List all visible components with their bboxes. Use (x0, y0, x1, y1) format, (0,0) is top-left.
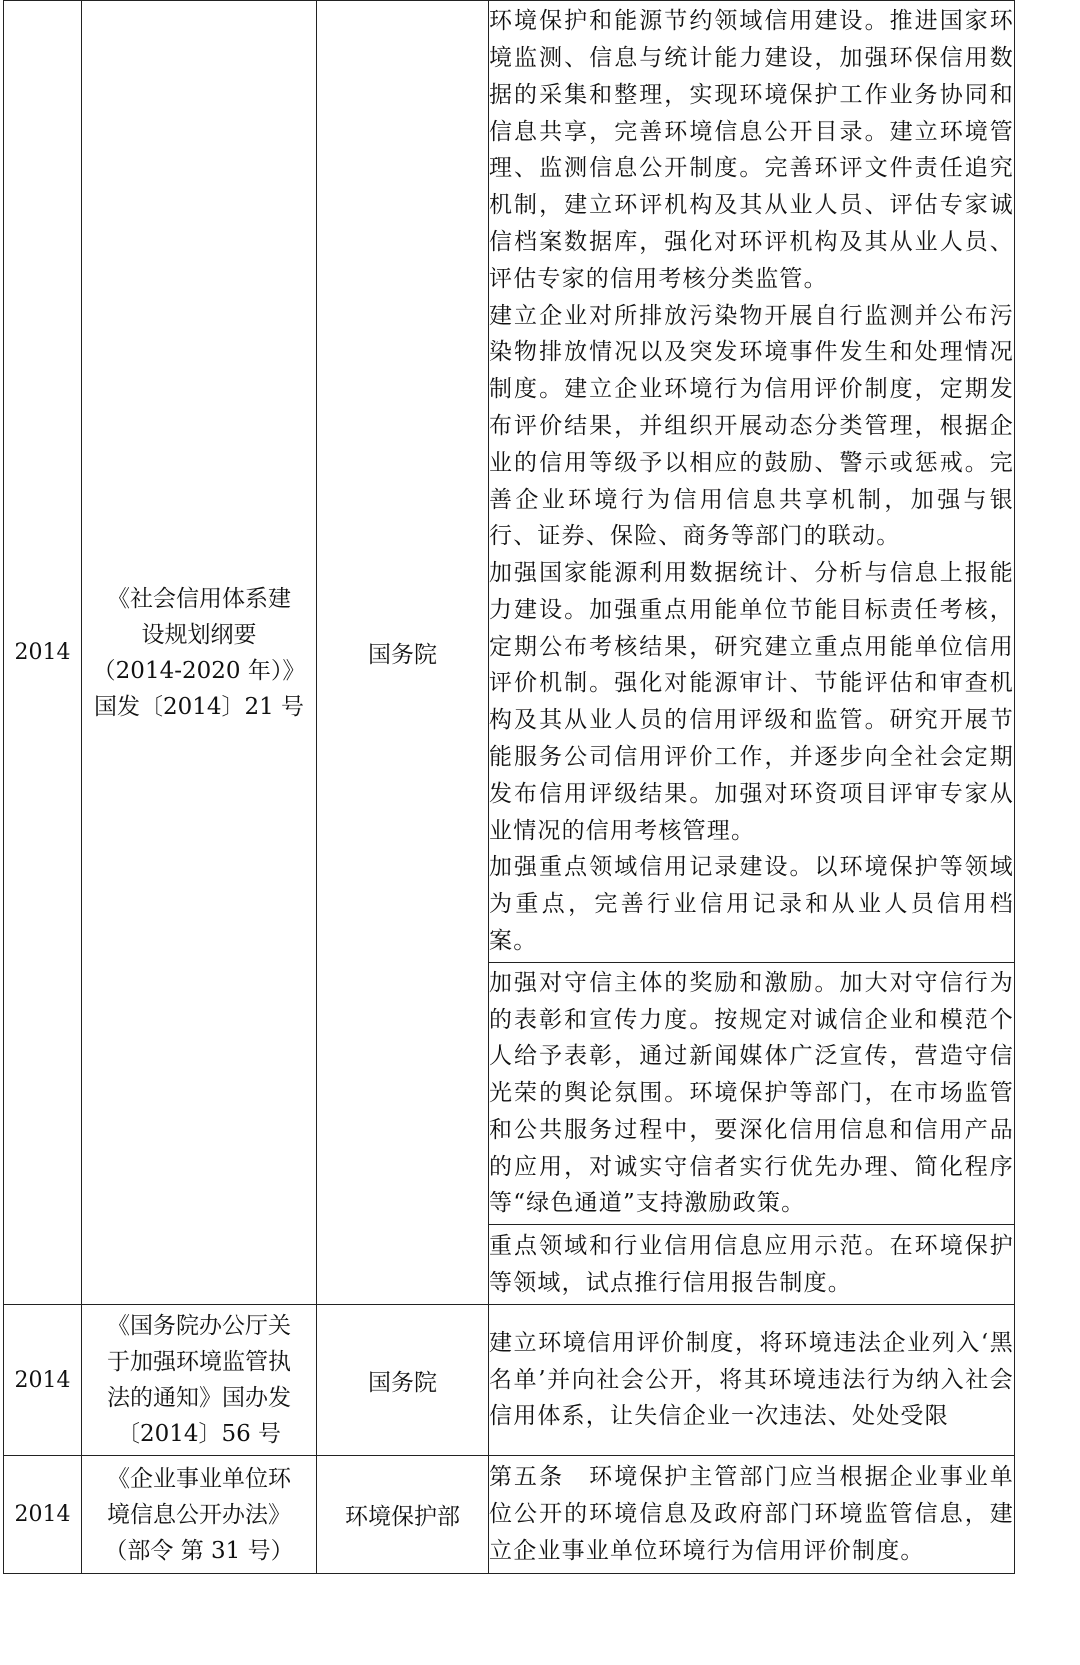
issuer-cell: 环境保护部 (317, 1456, 489, 1574)
document-line: （2014-2020 年）》 (92, 657, 306, 684)
document-line: 境信息公开办法》 (107, 1501, 291, 1528)
table-row (4, 1456, 1015, 1574)
year-cell: 2014 (4, 1456, 82, 1574)
content-cell (489, 1305, 1015, 1456)
content-paragraph: 环境保护和能源节约领域信用建设。推进国家环境监测、信息与统计能力建设，加强环保信用数据的采集和整理，实现环境保护工作业务协同和信息共享，完善环境信息公开目录。建立环境管理、监测信息公开制度。完善环评文件责任追究机制，建立环评机构及其从业人员、评估专家诚信档案数据库，强化对环评机构及其从业人员、评估专家的信用考核分类监管。 (489, 8, 1014, 292)
document-cell (82, 1305, 317, 1456)
content-paragraph: 加强国家能源利用数据统计、分析与信息上报能力建设。加强重点用能单位节能目标责任考核，定期公布考核结果，研究建立重点用能单位信用评价机制。强化对能源审计、节能评估和审查机构及其从业人员的信用评级和监管。研究开展节能服务公司信用评价工作，并逐步向全社会定期发布信用评级结果。加强对环资项目评审专家从业情况的信用考核管理。 (489, 560, 1014, 844)
document-cell (82, 1, 317, 1305)
document-line: 于加强环境监管执 (107, 1349, 291, 1375)
document-cell (82, 1456, 317, 1574)
content-paragraph: 第五条 环境保护主管部门应当根据企业事业单位公开的环境信息及政府部门环境监管信息，建立企业事业单位环境行为信用评价制度。 (489, 1464, 1014, 1564)
content-paragraph: 加强重点领域信用记录建设。以环境保护等领域为重点，完善行业信用记录和从业人员信用档案。 (489, 854, 1014, 955)
policy-table (3, 0, 1015, 1574)
content-paragraph: 加强对守信主体的奖励和激励。加大对守信行为的表彰和宣传力度。按规定对诚信企业和模范个人给予表彰，通过新闻媒体广泛宣传，营造守信光荣的舆论氛围。环境保护等部门，在市场监管和公共服务过程中，要深化信用信息和信用产品的应用，对诚实守信者实行优先办理、简化程序等“绿色通道”支持激励政策。 (489, 969, 1014, 1217)
table-row (4, 1305, 1015, 1456)
content-cell (489, 1225, 1015, 1305)
content-paragraph: 建立企业对所排放污染物开展自行监测并公布污染物排放情况以及突发环境事件发生和处理情况制度。建立企业环境行为信用评价制度，定期发布评价结果，并组织开展动态分类管理，根据企业的信用等级予以相应的鼓励、警示或惩戒。完善企业环境行为信用信息共享机制，加强与银行、证券、保险、商务等部门的联动。 (489, 302, 1014, 550)
content-cell (489, 963, 1015, 1225)
content-paragraph: 重点领域和行业信用信息应用示范。在环境保护等领域，试点推行信用报告制度。 (489, 1232, 1014, 1296)
document-line: 《国务院办公厅关 (107, 1313, 291, 1339)
document-line: 〔2014〕56 号 (116, 1421, 282, 1447)
content-paragraph: 建立环境信用评价制度，将环境违法企业列入‘黑名单’并向社会公开，将其环境违法行为纳入社会信用体系，让失信企业一次违法、处处受限 (489, 1329, 1014, 1430)
document-line: 设规划纲要 (141, 621, 257, 648)
content-cell (489, 1456, 1015, 1574)
document-line: 法的通知》国办发 (107, 1385, 291, 1411)
document-line: 国发〔2014〕21 号 (93, 693, 305, 720)
year-cell: 2014 (4, 1, 82, 1305)
year-cell: 2014 (4, 1305, 82, 1456)
document-line: 《社会信用体系建 (107, 585, 291, 612)
document-line: （部令 第 31 号） (104, 1537, 294, 1564)
issuer-cell: 国务院 (317, 1305, 489, 1456)
table-row (4, 1, 1015, 963)
content-cell (489, 1, 1015, 963)
issuer-cell: 国务院 (317, 1, 489, 1305)
document-line: 《企业事业单位环 (107, 1465, 291, 1492)
